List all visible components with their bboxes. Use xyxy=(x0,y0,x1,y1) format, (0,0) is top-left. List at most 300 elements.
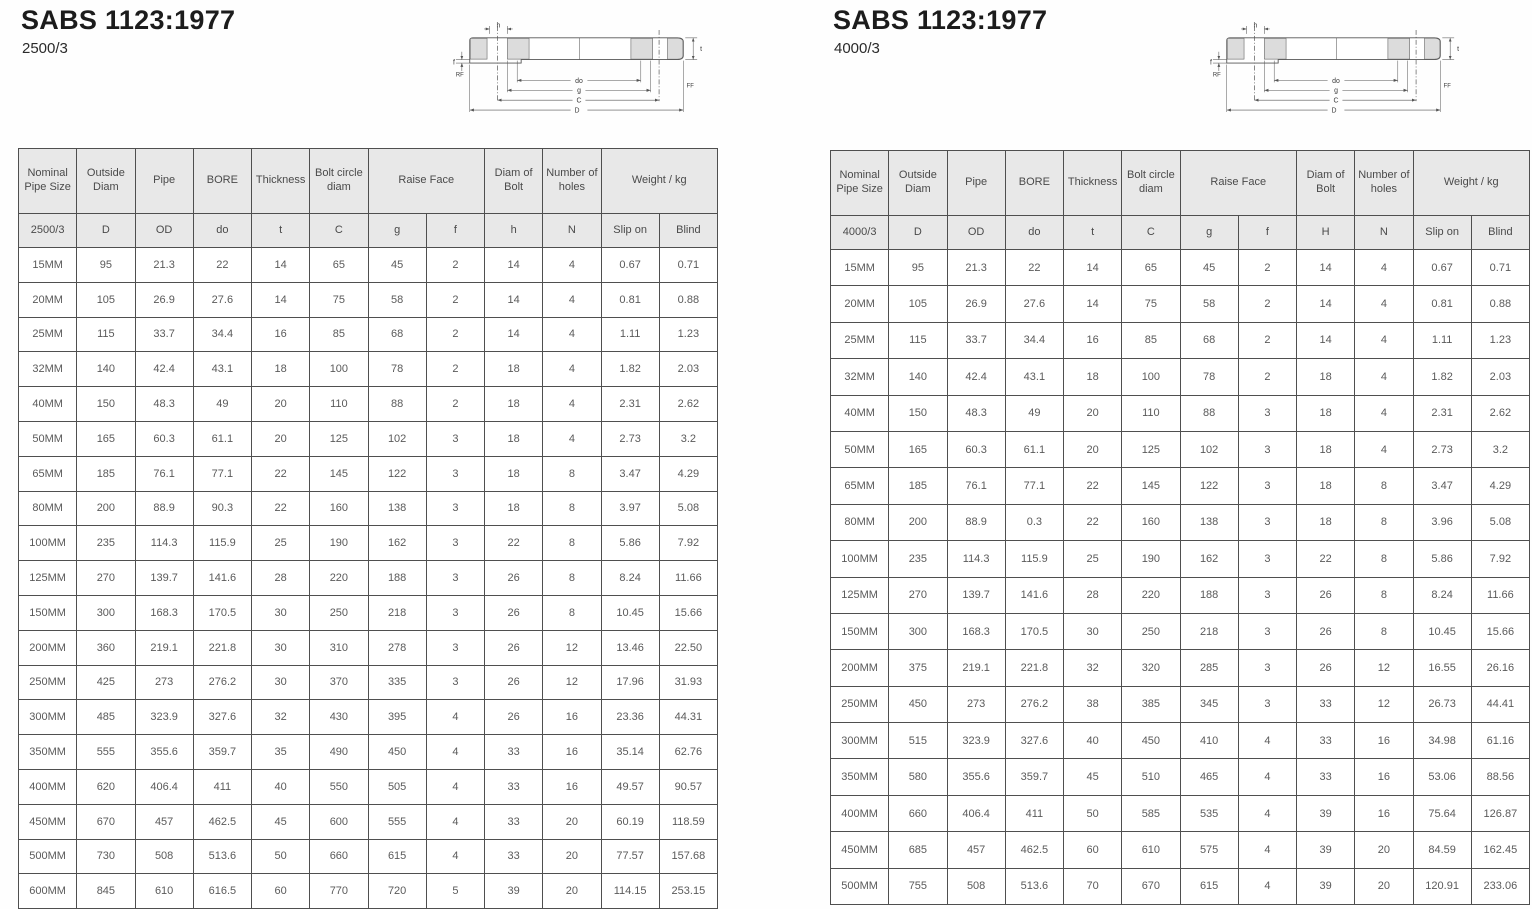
table-cell: 4 xyxy=(543,248,601,283)
table-cell: 4 xyxy=(426,804,484,839)
table-cell: 2.62 xyxy=(659,387,717,422)
dim-label-ff: FF xyxy=(686,83,694,90)
table-cell: 3 xyxy=(1238,504,1296,540)
table-cell: 12 xyxy=(543,630,601,665)
table-cell: 0.67 xyxy=(601,248,659,283)
table-cell: 114.3 xyxy=(947,541,1005,577)
table-cell: 4 xyxy=(1355,359,1413,395)
table-cell: 61.1 xyxy=(1005,431,1063,467)
table-cell: 485 xyxy=(77,700,135,735)
dim-label-do: do xyxy=(575,77,583,85)
table-row xyxy=(831,613,1530,649)
table-cell: 33 xyxy=(1297,723,1355,759)
header-symbol-row xyxy=(19,214,718,248)
table-cell: 53.06 xyxy=(1413,759,1471,795)
table-cell: 125MM xyxy=(831,577,889,613)
table-cell: 22 xyxy=(485,526,543,561)
table-cell: 145 xyxy=(1122,468,1180,504)
table-cell: 615 xyxy=(368,839,426,874)
table-cell: 18 xyxy=(1297,468,1355,504)
table-cell: 300MM xyxy=(831,723,889,759)
table-cell: 450MM xyxy=(831,832,889,868)
table-cell: 168.3 xyxy=(947,613,1005,649)
table-cell: 165 xyxy=(889,431,947,467)
table-cell: 16.55 xyxy=(1413,650,1471,686)
table-cell: 585 xyxy=(1122,795,1180,831)
table-cell: 25 xyxy=(1064,541,1122,577)
table-cell: 118.59 xyxy=(659,804,717,839)
table-cell: 45 xyxy=(1064,759,1122,795)
table-cell: 2 xyxy=(1238,250,1296,286)
column-symbol-header: t xyxy=(1064,216,1122,250)
table-cell: 26.9 xyxy=(135,282,193,317)
table-row xyxy=(831,723,1530,759)
column-group-header: Raise Face xyxy=(368,149,485,214)
table-cell: 40MM xyxy=(831,395,889,431)
table-cell: 88.9 xyxy=(947,504,1005,540)
table-cell: 505 xyxy=(368,769,426,804)
table-cell: 3 xyxy=(1238,686,1296,722)
table-cell: 510 xyxy=(1122,759,1180,795)
table-cell: 20 xyxy=(252,387,310,422)
table-header xyxy=(831,151,1530,250)
table-cell: 27.6 xyxy=(193,282,251,317)
table-cell: 327.6 xyxy=(193,700,251,735)
table-cell: 26 xyxy=(1297,650,1355,686)
table-cell: 75 xyxy=(1122,286,1180,322)
table-cell: 16 xyxy=(1355,795,1413,831)
dim-label-d: D xyxy=(1331,107,1337,115)
table-cell: 310 xyxy=(310,630,368,665)
table-cell: 220 xyxy=(1122,577,1180,613)
table-cell: 22 xyxy=(1297,541,1355,577)
table-cell: 26.9 xyxy=(947,286,1005,322)
table-cell: 1.23 xyxy=(659,317,717,352)
table-cell: 16 xyxy=(1355,759,1413,795)
table-cell: 3.96 xyxy=(1413,504,1471,540)
table-cell: 30 xyxy=(252,630,310,665)
table-cell: 370 xyxy=(310,665,368,700)
table-cell: 14 xyxy=(485,248,543,283)
table-body xyxy=(831,250,1530,905)
table-cell: 78 xyxy=(1180,359,1238,395)
table-cell: 18 xyxy=(1297,504,1355,540)
table-cell: 2 xyxy=(1238,286,1296,322)
table-cell: 4 xyxy=(543,282,601,317)
table-cell: 8 xyxy=(543,491,601,526)
table-cell: 411 xyxy=(193,769,251,804)
table-cell: 8 xyxy=(1355,613,1413,649)
table-cell: 7.92 xyxy=(659,526,717,561)
table-cell: 18 xyxy=(252,352,310,387)
table-cell: 30 xyxy=(252,595,310,630)
dim-label-rf: RF xyxy=(455,72,464,79)
table-cell: 78 xyxy=(368,352,426,387)
table-cell: 11.66 xyxy=(659,561,717,596)
column-group-header: Bolt circle diam xyxy=(1122,151,1180,216)
table-cell: 4 xyxy=(426,735,484,770)
table-cell: 25MM xyxy=(831,322,889,358)
column-symbol-header: 4000/3 xyxy=(831,216,889,250)
table-cell: 359.7 xyxy=(193,735,251,770)
table-cell: 20 xyxy=(543,874,601,909)
table-cell: 616.5 xyxy=(193,874,251,909)
table-cell: 253.15 xyxy=(659,874,717,909)
table-cell: 2 xyxy=(1238,359,1296,395)
table-cell: 3 xyxy=(426,595,484,630)
table-cell: 22 xyxy=(252,456,310,491)
table-cell: 141.6 xyxy=(1005,577,1063,613)
table-cell: 14 xyxy=(1297,322,1355,358)
column-group-header: Thickness xyxy=(1064,151,1122,216)
table-cell: 65 xyxy=(1122,250,1180,286)
table-cell: 450 xyxy=(889,686,947,722)
table-row xyxy=(19,561,718,596)
table-cell: 15.66 xyxy=(659,595,717,630)
table-cell: 45 xyxy=(368,248,426,283)
table-cell: 233.06 xyxy=(1471,868,1529,904)
table-cell: 15MM xyxy=(19,248,77,283)
table-cell: 25 xyxy=(252,526,310,561)
table-cell: 0.3 xyxy=(1005,504,1063,540)
table-cell: 18 xyxy=(1297,359,1355,395)
table-cell: 0.81 xyxy=(601,282,659,317)
table-cell: 580 xyxy=(889,759,947,795)
table-cell: 88 xyxy=(1180,395,1238,431)
table-cell: 77.1 xyxy=(193,456,251,491)
table-cell: 95 xyxy=(889,250,947,286)
table-cell: 18 xyxy=(485,491,543,526)
table-cell: 0.88 xyxy=(659,282,717,317)
table-cell: 162.45 xyxy=(1471,832,1529,868)
table-cell: 60.3 xyxy=(135,421,193,456)
table-cell: 95 xyxy=(77,248,135,283)
table-cell: 68 xyxy=(368,317,426,352)
table-cell: 49 xyxy=(1005,395,1063,431)
dim-label-t: t xyxy=(1457,46,1460,54)
table-cell: 80MM xyxy=(19,491,77,526)
table-cell: 660 xyxy=(310,839,368,874)
column-group-header: Outside Diam xyxy=(77,149,135,214)
table-cell: 85 xyxy=(1122,322,1180,358)
table-cell: 33 xyxy=(485,839,543,874)
table-cell: 38 xyxy=(1064,686,1122,722)
flange-dimensions-table-4000-3 xyxy=(830,150,1530,905)
table-cell: 139.7 xyxy=(135,561,193,596)
dim-label-d: D xyxy=(574,107,580,115)
table-cell: 8 xyxy=(1355,504,1413,540)
table-cell: 110 xyxy=(310,387,368,422)
table-cell: 18 xyxy=(485,387,543,422)
table-cell: 4 xyxy=(426,839,484,874)
table-cell: 8 xyxy=(1355,468,1413,504)
table-cell: 1.11 xyxy=(601,317,659,352)
table-row xyxy=(831,868,1530,904)
table-cell: 250MM xyxy=(831,686,889,722)
table-cell: 75 xyxy=(310,282,368,317)
table-cell: 219.1 xyxy=(135,630,193,665)
table-cell: 88.9 xyxy=(135,491,193,526)
table-cell: 70 xyxy=(1064,868,1122,904)
table-row xyxy=(19,839,718,874)
dim-label-t: t xyxy=(700,46,703,54)
table-cell: 61.1 xyxy=(193,421,251,456)
column-symbol-header: Slip on xyxy=(601,214,659,248)
table-cell: 8 xyxy=(1355,541,1413,577)
table-cell: 4 xyxy=(543,352,601,387)
table-cell: 3 xyxy=(1238,577,1296,613)
table-cell: 2.31 xyxy=(601,387,659,422)
table-cell: 20MM xyxy=(831,286,889,322)
table-cell: 33 xyxy=(485,804,543,839)
table-cell: 140 xyxy=(889,359,947,395)
table-cell: 50 xyxy=(1064,795,1122,831)
table-cell: 1.11 xyxy=(1413,322,1471,358)
table-cell: 44.41 xyxy=(1471,686,1529,722)
column-group-header: Weight / kg xyxy=(1413,151,1530,216)
column-symbol-header: h xyxy=(485,214,543,248)
table-cell: 26.16 xyxy=(1471,650,1529,686)
table-cell: 0.81 xyxy=(1413,286,1471,322)
table-cell: 450 xyxy=(368,735,426,770)
table-row xyxy=(831,832,1530,868)
table-cell: 10.45 xyxy=(601,595,659,630)
table-cell: 33 xyxy=(485,735,543,770)
table-cell: 355.6 xyxy=(947,759,1005,795)
table-cell: 4.29 xyxy=(659,456,717,491)
column-group-header: Pipe xyxy=(135,149,193,214)
table-cell: 4 xyxy=(543,421,601,456)
dim-label-ff: FF xyxy=(1443,83,1451,90)
table-cell: 4 xyxy=(1238,868,1296,904)
column-symbol-header: f xyxy=(426,214,484,248)
table-cell: 219.1 xyxy=(947,650,1005,686)
table-row xyxy=(19,700,718,735)
table-cell: 12 xyxy=(543,665,601,700)
flange-dimensions-table-2500-3 xyxy=(18,148,718,909)
column-group-header: Weight / kg xyxy=(601,149,718,214)
table-cell: 14 xyxy=(252,248,310,283)
table-cell: 126.87 xyxy=(1471,795,1529,831)
table-cell: 185 xyxy=(889,468,947,504)
table-cell: 0.71 xyxy=(659,248,717,283)
table-cell: 39 xyxy=(1297,832,1355,868)
column-symbol-header: Slip on xyxy=(1413,216,1471,250)
table-cell: 3.47 xyxy=(1413,468,1471,504)
table-cell: 65MM xyxy=(19,456,77,491)
table-cell: 411 xyxy=(1005,795,1063,831)
header-symbol-row xyxy=(831,216,1530,250)
column-symbol-header: Blind xyxy=(659,214,717,248)
flange-section-drawing xyxy=(448,20,710,119)
table-cell: 157.68 xyxy=(659,839,717,874)
table-cell: 3 xyxy=(426,665,484,700)
table-cell: 33.7 xyxy=(135,317,193,352)
table-cell: 323.9 xyxy=(135,700,193,735)
table-cell: 4 xyxy=(1238,795,1296,831)
table-cell: 168.3 xyxy=(135,595,193,630)
table-cell: 335 xyxy=(368,665,426,700)
table-row xyxy=(19,491,718,526)
table-cell: 345 xyxy=(1180,686,1238,722)
table-cell: 28 xyxy=(1064,577,1122,613)
table-row xyxy=(831,395,1530,431)
table-cell: 49.57 xyxy=(601,769,659,804)
table-cell: 1.82 xyxy=(1413,359,1471,395)
table-cell: 3.97 xyxy=(601,491,659,526)
table-body xyxy=(19,248,718,909)
table-cell: 62.76 xyxy=(659,735,717,770)
table-cell: 300 xyxy=(77,595,135,630)
table-cell: 18 xyxy=(485,421,543,456)
column-symbol-header: g xyxy=(1180,216,1238,250)
spec-panel-2500-3 xyxy=(18,0,718,909)
table-cell: 2 xyxy=(426,352,484,387)
table-cell: 2 xyxy=(1238,322,1296,358)
standard-title: SABS 1123:1977 xyxy=(833,5,1048,35)
column-symbol-header: D xyxy=(889,216,947,250)
table-cell: 730 xyxy=(77,839,135,874)
table-row xyxy=(19,456,718,491)
table-cell: 2 xyxy=(426,282,484,317)
table-cell: 235 xyxy=(889,541,947,577)
table-cell: 16 xyxy=(543,769,601,804)
table-cell: 145 xyxy=(310,456,368,491)
table-cell: 200 xyxy=(889,504,947,540)
table-cell: 110 xyxy=(1122,395,1180,431)
table-cell: 8 xyxy=(543,456,601,491)
table-cell: 50 xyxy=(252,839,310,874)
table-cell: 115.9 xyxy=(193,526,251,561)
table-cell: 1.23 xyxy=(1471,322,1529,358)
dim-label-f: f xyxy=(452,59,455,67)
table-row xyxy=(19,735,718,770)
table-cell: 188 xyxy=(368,561,426,596)
table-cell: 120.91 xyxy=(1413,868,1471,904)
table-cell: 190 xyxy=(1122,541,1180,577)
table-cell: 4 xyxy=(1355,250,1413,286)
table-cell: 14 xyxy=(1064,250,1122,286)
table-row xyxy=(831,759,1530,795)
table-cell: 513.6 xyxy=(1005,868,1063,904)
table-cell: 670 xyxy=(1122,868,1180,904)
table-cell: 162 xyxy=(368,526,426,561)
table-cell: 300MM xyxy=(19,700,77,735)
table-cell: 8 xyxy=(543,595,601,630)
column-group-header: Diam of Bolt xyxy=(485,149,543,214)
table-cell: 185 xyxy=(77,456,135,491)
table-cell: 14 xyxy=(1297,286,1355,322)
table-cell: 5.86 xyxy=(601,526,659,561)
table-cell: 360 xyxy=(77,630,135,665)
spec-panel-4000-3 xyxy=(830,0,1531,909)
table-cell: 122 xyxy=(368,456,426,491)
table-cell: 450MM xyxy=(19,804,77,839)
table-cell: 77.1 xyxy=(1005,468,1063,504)
dim-label-c: C xyxy=(576,97,582,105)
table-cell: 462.5 xyxy=(1005,832,1063,868)
table-cell: 2 xyxy=(426,248,484,283)
table-row xyxy=(831,577,1530,613)
table-cell: 685 xyxy=(889,832,947,868)
table-cell: 221.8 xyxy=(1005,650,1063,686)
table-cell: 218 xyxy=(1180,613,1238,649)
table-cell: 5 xyxy=(426,874,484,909)
table-cell: 34.4 xyxy=(1005,322,1063,358)
table-row xyxy=(19,387,718,422)
table-cell: 20 xyxy=(1355,868,1413,904)
table-cell: 3 xyxy=(1238,613,1296,649)
column-group-header: BORE xyxy=(1005,151,1063,216)
table-cell: 14 xyxy=(1064,286,1122,322)
table-cell: 48.3 xyxy=(947,395,1005,431)
table-cell: 513.6 xyxy=(193,839,251,874)
table-cell: 102 xyxy=(368,421,426,456)
table-cell: 60 xyxy=(252,874,310,909)
column-group-header: Raise Face xyxy=(1180,151,1297,216)
table-cell: 8 xyxy=(543,561,601,596)
table-cell: 3.2 xyxy=(1471,431,1529,467)
table-cell: 22 xyxy=(252,491,310,526)
table-cell: 425 xyxy=(77,665,135,700)
table-cell: 15.66 xyxy=(1471,613,1529,649)
table-cell: 16 xyxy=(543,735,601,770)
table-cell: 40MM xyxy=(19,387,77,422)
table-row xyxy=(831,431,1530,467)
table-cell: 20 xyxy=(1355,832,1413,868)
table-cell: 115 xyxy=(77,317,135,352)
table-cell: 3.2 xyxy=(659,421,717,456)
table-row xyxy=(19,317,718,352)
table-cell: 26 xyxy=(485,665,543,700)
table-cell: 21.3 xyxy=(135,248,193,283)
table-cell: 508 xyxy=(135,839,193,874)
dim-label-rf: RF xyxy=(1212,72,1221,79)
table-cell: 26 xyxy=(485,595,543,630)
table-cell: 3 xyxy=(426,456,484,491)
table-cell: 20 xyxy=(543,839,601,874)
table-cell: 615 xyxy=(1180,868,1238,904)
table-cell: 88.56 xyxy=(1471,759,1529,795)
table-cell: 462.5 xyxy=(193,804,251,839)
table-cell: 4 xyxy=(426,700,484,735)
table-cell: 26 xyxy=(485,630,543,665)
table-cell: 160 xyxy=(310,491,368,526)
table-cell: 16 xyxy=(543,700,601,735)
table-cell: 50MM xyxy=(19,421,77,456)
table-cell: 18 xyxy=(1064,359,1122,395)
column-symbol-header: t xyxy=(252,214,310,248)
table-cell: 12 xyxy=(1355,686,1413,722)
table-cell: 600 xyxy=(310,804,368,839)
table-cell: 200MM xyxy=(831,650,889,686)
table-row xyxy=(831,250,1530,286)
table-cell: 141.6 xyxy=(193,561,251,596)
column-symbol-header: N xyxy=(543,214,601,248)
column-group-header: Bolt circle diam xyxy=(310,149,368,214)
column-group-header: Pipe xyxy=(947,151,1005,216)
table-cell: 84.59 xyxy=(1413,832,1471,868)
table-cell: 35 xyxy=(252,735,310,770)
table-cell: 4 xyxy=(1355,322,1413,358)
table-cell: 16 xyxy=(1064,322,1122,358)
table-cell: 27.6 xyxy=(1005,286,1063,322)
table-cell: 8 xyxy=(1355,577,1413,613)
table-row xyxy=(19,248,718,283)
table-cell: 2 xyxy=(426,387,484,422)
column-symbol-header: 2500/3 xyxy=(19,214,77,248)
table-cell: 2 xyxy=(426,317,484,352)
